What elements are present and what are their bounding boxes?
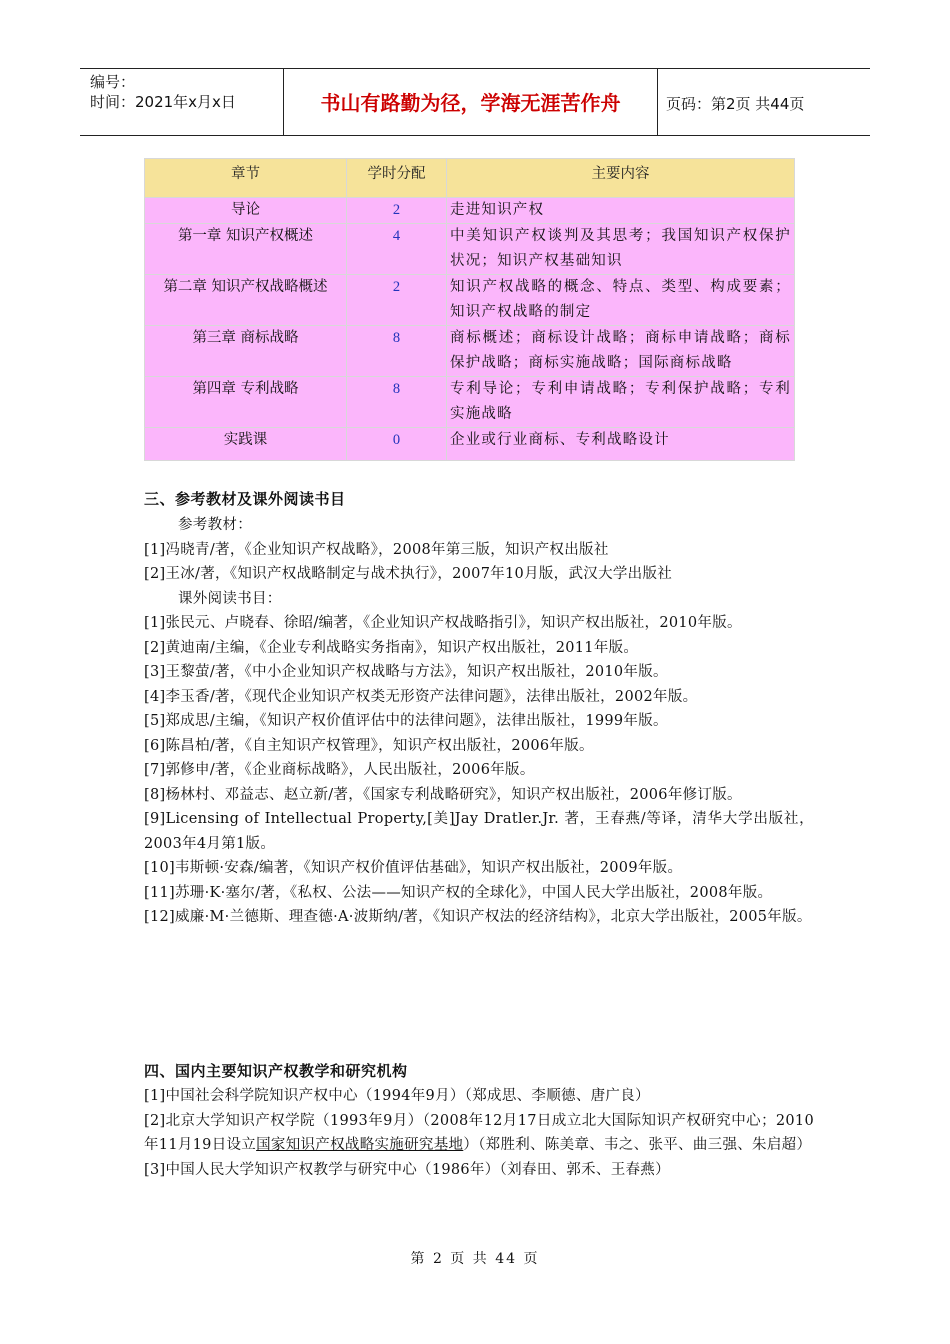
reading-item: [1]张民元、卢晓春、徐昭/编著，《企业知识产权战略指引》，知识产权出版社，2010年版。: [144, 615, 742, 631]
section3-body: [144, 513, 814, 930]
row-hours: 8: [347, 326, 447, 377]
reading-item: [11]苏珊·K·塞尔/著，《私权、公法——知识产权的全球化》，中国人民大学出版社，2008年版。: [144, 884, 773, 901]
course-schedule-table: [144, 158, 795, 461]
ref-item: [2]王冰/著，《知识产权战略制定与战术执行》，2007年10月版，武汉大学出版社: [144, 566, 673, 582]
row-hours: 0: [347, 428, 447, 461]
reading-item: [12]威廉·M·兰德斯、理查德·A·波斯纳/著，《知识产权法的经济结构》，北京大学出版社，2005年版。: [144, 909, 812, 925]
header-meta: [90, 72, 280, 112]
institution-item: [1]中国社会科学院知识产权中心（1994年9月）（郑成思、李顺德、唐广良）: [144, 1088, 650, 1104]
table-row: [145, 198, 795, 224]
row-chapter: 第二章 知识产权战略概述: [145, 275, 347, 326]
row-chapter: 实践课: [145, 428, 347, 461]
ref-label: 参考教材：: [178, 517, 252, 533]
reading-item: [3]王黎萤/著，《中小企业知识产权战略与方法》，知识产权出版社，2010年版。: [144, 664, 668, 680]
reading-item: [6]陈昌柏/著，《自主知识产权管理》，知识产权出版社，2006年版。: [144, 737, 594, 754]
row-content: 知识产权战略的概念、特点、类型、构成要素；知识产权战略的制定: [447, 275, 795, 326]
institution-text: [2]北京大学知识产权学院（1993年9月）（2008年12月17日成立北大国际知识产权研究中心；2010年11月19日设立: [144, 1112, 814, 1153]
table-row: [145, 377, 795, 428]
header-hours: 学时分配: [347, 159, 447, 198]
code-label: 编号：: [90, 73, 136, 91]
table-row: [145, 428, 795, 461]
institution-item: [3]中国人民大学知识产权教学与研究中心（1986年）（刘春田、郭禾、王春燕）: [144, 1161, 670, 1178]
row-hours: 4: [347, 224, 447, 275]
row-content: 专利导论；专利申请战略；专利保护战略；专利实施战略: [447, 377, 795, 428]
header-content: 主要内容: [447, 159, 795, 198]
ref-item: [1]冯晓青/著，《企业知识产权战略》，2008年第三版，知识产权出版社: [144, 541, 609, 558]
reading-item: [5]郑成思/主编，《知识产权价值评估中的法律问题》，法律出版社，1999年版。: [144, 713, 668, 729]
row-chapter: 第一章 知识产权概述: [145, 224, 347, 275]
time-label: 时间：2021年x月x日: [90, 93, 236, 111]
row-content: 走进知识产权: [447, 198, 795, 224]
table-row: [145, 224, 795, 275]
section3-title: 三、参考教材及课外阅读书目: [144, 490, 346, 508]
row-hours: 2: [347, 275, 447, 326]
row-content: 商标概述；商标设计战略；商标申请战略；商标保护战略；商标实施战略；国际商标战略: [447, 326, 795, 377]
row-content: 中美知识产权谈判及其思考；我国知识产权保护状况；知识产权基础知识: [447, 224, 795, 275]
table-row: [145, 275, 795, 326]
header-page-info: 页码：第2页 共44页: [666, 95, 805, 113]
row-chapter: 第三章 商标战略: [145, 326, 347, 377]
reading-item: [10]韦斯顿·安森/编著，《知识产权价值评估基础》，知识产权出版社，2009年版。: [144, 860, 683, 876]
table-header-row: [145, 159, 795, 198]
institution-text: ）（郑胜利、陈美章、韦之、张平、曲三强、朱启超）: [463, 1137, 812, 1153]
row-hours: 8: [347, 377, 447, 428]
research-base-link[interactable]: 国家知识产权战略实施研究基地: [256, 1137, 464, 1153]
reading-label: 课外阅读书目：: [178, 590, 282, 607]
row-chapter: 导论: [145, 198, 347, 224]
institution-item: [144, 1109, 814, 1158]
section4-title: 四、国内主要知识产权教学和研究机构: [144, 1062, 408, 1080]
header-motto: 书山有路勤为径，学海无涯苦作舟: [283, 68, 658, 135]
reading-item: [2]黄迪南/主编，《企业专利战略实务指南》，知识产权出版社，2011年版。: [144, 639, 639, 656]
page-header: [80, 68, 870, 136]
header-chapter: 章节: [145, 159, 347, 198]
reading-item: [7]郭修申/著，《企业商标战略》，人民出版社，2006年版。: [144, 762, 535, 778]
row-hours: 2: [347, 198, 447, 224]
row-content: 企业或行业商标、专利战略设计: [447, 428, 795, 461]
row-chapter: 第四章 专利战略: [145, 377, 347, 428]
page-footer: 第 2 页 共 44 页: [410, 1251, 540, 1267]
section4-body: [144, 1084, 814, 1182]
table-row: [145, 326, 795, 377]
reading-item: [8]杨林村、邓益志、赵立新/著，《国家专利战略研究》，知识产权出版社，2006年修订版。: [144, 786, 742, 803]
reading-item: [4]李玉香/著，《现代企业知识产权类无形资产法律问题》，法律出版社，2002年版。: [144, 688, 698, 705]
reading-item: [9]Licensing of Intellectual Property,[美]Jay Dratler.Jr. 著，王春燕/等译，清华大学出版社，2003年4月第1版。: [144, 811, 814, 852]
